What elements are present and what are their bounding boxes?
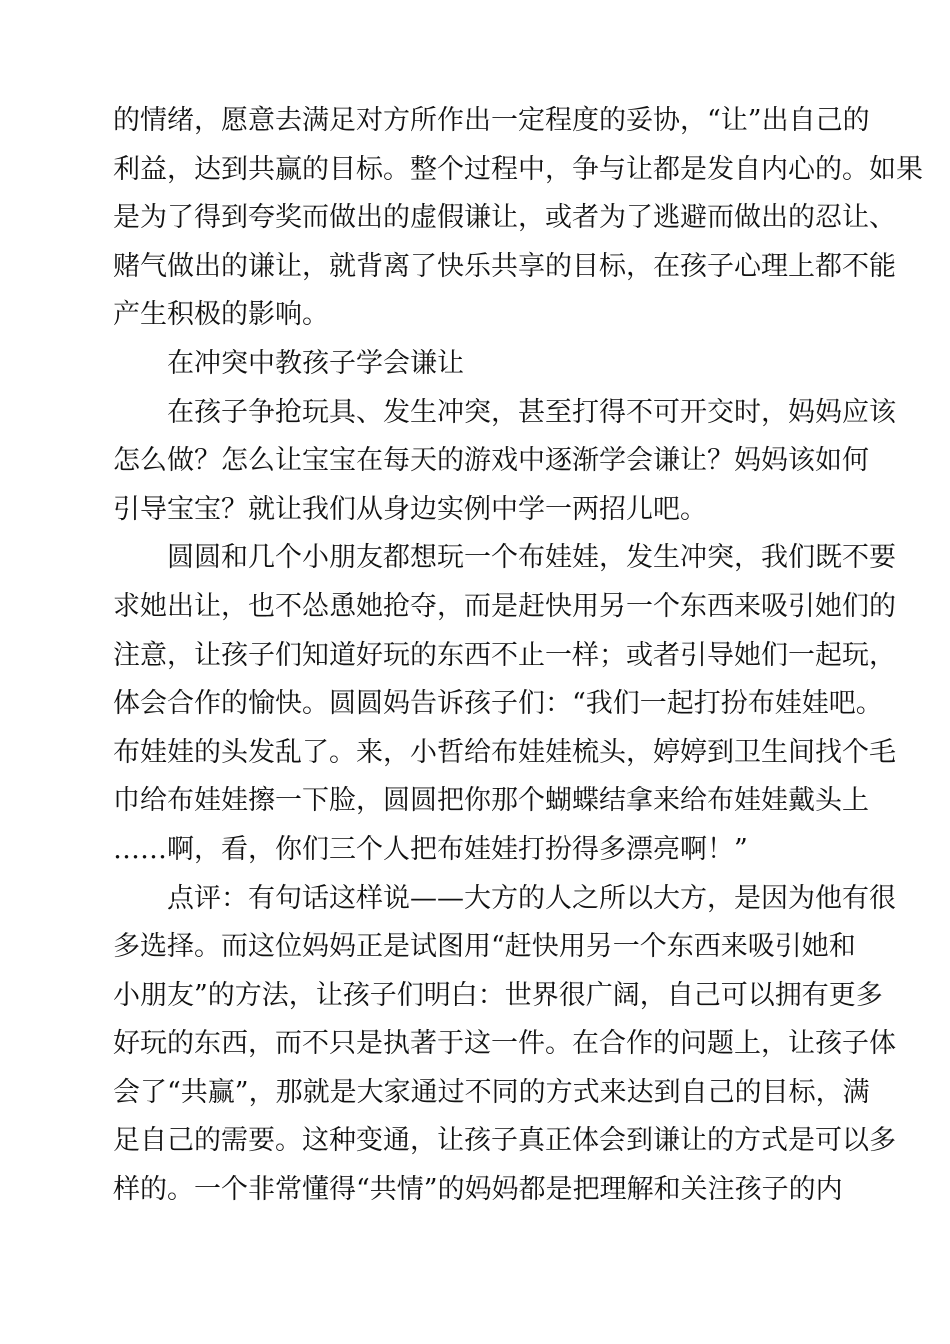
text-line: 注意，让孩子们知道好玩的东西不止一样；或者引导她们一起玩， [113, 639, 896, 671]
text-line: 怎么做？怎么让宝宝在每天的游戏中逐渐学会谦让？妈妈该如何 [113, 445, 869, 477]
text-line: 样的。一个非常懂得“共情”的妈妈都是把理解和关注孩子的内 [113, 1174, 843, 1206]
text-line: 点评：有句话这样说——大方的人之所以大方，是因为他有很 [167, 882, 896, 914]
text-line: 引导宝宝？就让我们从身边实例中学一两招儿吧。 [113, 493, 707, 525]
text-line: 巾给布娃娃擦一下脸，圆圆把你那个蝴蝶结拿来给布娃娃戴头上 [113, 785, 869, 817]
text-line: 求她出让，也不怂恿她抢夺，而是赶快用另一个东西来吸引她们的 [113, 590, 896, 622]
text-line: ……啊，看，你们三个人把布娃娃打扮得多漂亮啊！” [113, 833, 748, 865]
text-line: 在孩子争抢玩具、发生冲突，甚至打得不可开交时，妈妈应该 [167, 396, 896, 428]
text-line: 产生积极的影响。 [113, 299, 329, 331]
text-line: 利益，达到共赢的目标。整个过程中，争与让都是发自内心的。如果 [113, 153, 923, 185]
text-line: 会了“共赢”，那就是大家通过不同的方式来达到自己的目标，满 [113, 1076, 870, 1108]
text-line: 是为了得到夸奖而做出的虚假谦让，或者为了逃避而做出的忍让、 [113, 202, 896, 234]
text-line: 布娃娃的头发乱了。来，小哲给布娃娃梳头，婷婷到卫生间找个毛 [113, 736, 896, 768]
text-line: 赌气做出的谦让，就背离了快乐共享的目标，在孩子心理上都不能 [113, 250, 896, 282]
section-heading: 在冲突中教孩子学会谦让 [167, 347, 464, 379]
text-line: 多选择。而这位妈妈正是试图用“赶快用另一个东西来吸引她和 [113, 931, 856, 963]
text-line: 的情绪，愿意去满足对方所作出一定程度的妥协，“让”出自己的 [113, 105, 870, 136]
text-line: 体会合作的愉快。圆圆妈告诉孩子们：“我们一起打扮布娃娃吧。 [113, 688, 883, 720]
document-page [113, 97, 923, 1215]
text-line: 小朋友”的方法，让孩子们明白：世界很广阔，自己可以拥有更多 [113, 979, 883, 1011]
text-line: 圆圆和几个小朋友都想玩一个布娃娃，发生冲突，我们既不要 [167, 542, 896, 574]
text-line: 足自己的需要。这种变通，让孩子真正体会到谦让的方式是可以多 [113, 1125, 896, 1157]
text-line: 好玩的东西，而不只是执著于这一件。在合作的问题上，让孩子体 [113, 1028, 896, 1060]
